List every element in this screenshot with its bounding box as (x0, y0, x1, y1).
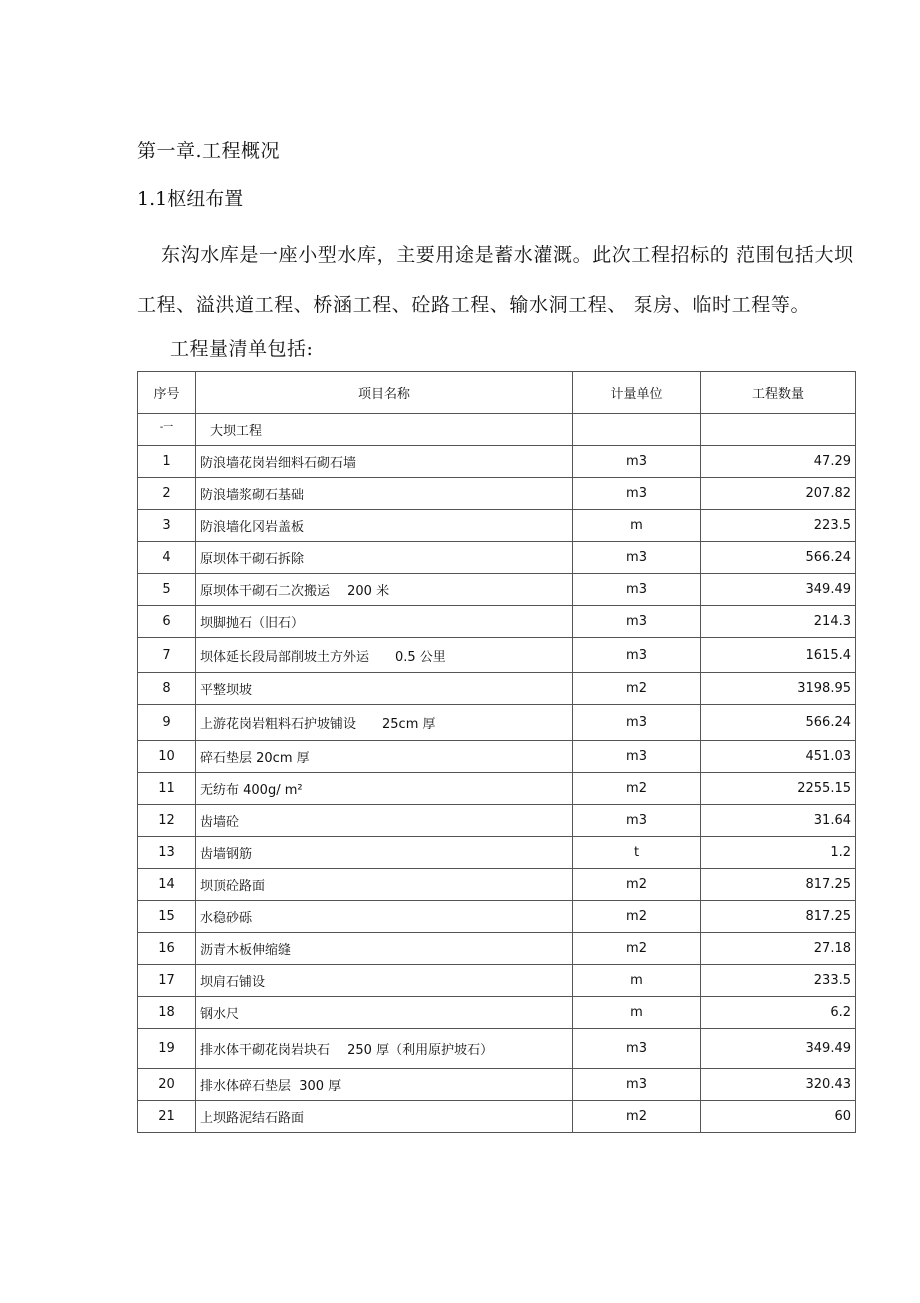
table-row (138, 510, 856, 542)
row-no: 6 (138, 606, 196, 638)
header-unit: 计量单位 (573, 372, 701, 414)
row-name: 排水体干砌花岗岩块石 250 厚（利用原护坡石） (196, 1029, 573, 1069)
row-no: 17 (138, 965, 196, 997)
row-qty: 1615.4 (701, 638, 856, 673)
row-qty: 47.29 (701, 446, 856, 478)
row-qty: 1.2 (701, 837, 856, 869)
row-name: 上坝路泥结石路面 (196, 1101, 573, 1133)
row-unit: m3 (573, 705, 701, 741)
row-name: 原坝体干砌石拆除 (196, 542, 573, 574)
row-unit: m2 (573, 901, 701, 933)
row-qty: 233.5 (701, 965, 856, 997)
row-unit: m3 (573, 478, 701, 510)
row-qty: 566.24 (701, 542, 856, 574)
row-unit: m2 (573, 673, 701, 705)
table-row (138, 869, 856, 901)
table-intro: 工程量清单包括: (170, 338, 314, 360)
row-qty: 2255.15 (701, 773, 856, 805)
section-title: 1.1枢纽布置 (137, 188, 244, 210)
row-no: 1 (138, 446, 196, 478)
row-qty: 6.2 (701, 997, 856, 1029)
header-qty: 工程数量 (701, 372, 856, 414)
row-unit: m3 (573, 805, 701, 837)
row-qty: 223.5 (701, 510, 856, 542)
row-name: 坝体延长段局部削坡土方外运 0.5 公里 (196, 638, 573, 673)
row-unit: t (573, 837, 701, 869)
row-name: 无纺布 400g/ m² (196, 773, 573, 805)
table-row (138, 933, 856, 965)
row-name: 坝脚抛石（旧石） (196, 606, 573, 638)
row-qty: 214.3 (701, 606, 856, 638)
row-no: 13 (138, 837, 196, 869)
row-unit: m2 (573, 1101, 701, 1133)
row-no: 15 (138, 901, 196, 933)
table-row (138, 1101, 856, 1133)
row-name: 钢水尺 (196, 997, 573, 1029)
row-no: 9 (138, 705, 196, 741)
table-row (138, 1069, 856, 1101)
group-row (138, 414, 856, 446)
row-unit: m2 (573, 773, 701, 805)
row-unit: m (573, 510, 701, 542)
row-name: 碎石垫层 20cm 厚 (196, 741, 573, 773)
header-no: 序号 (138, 372, 196, 414)
row-qty: 817.25 (701, 901, 856, 933)
row-unit: m3 (573, 446, 701, 478)
row-no: 2 (138, 478, 196, 510)
row-unit: m3 (573, 741, 701, 773)
row-no: 5 (138, 574, 196, 606)
row-name: 防浪墙花岗岩细料石砌石墙 (196, 446, 573, 478)
row-qty: 207.82 (701, 478, 856, 510)
bill-of-quantities-table (137, 371, 856, 1133)
row-no: 10 (138, 741, 196, 773)
row-qty: 60 (701, 1101, 856, 1133)
table-row (138, 997, 856, 1029)
row-name: 坝肩石铺设 (196, 965, 573, 997)
row-unit: m3 (573, 542, 701, 574)
row-unit: m2 (573, 869, 701, 901)
table-row (138, 574, 856, 606)
row-qty: 27.18 (701, 933, 856, 965)
table-row (138, 705, 856, 741)
table-row (138, 478, 856, 510)
row-no: 19 (138, 1029, 196, 1069)
table-body (138, 414, 856, 1133)
group-name: 大坝工程 (196, 414, 573, 446)
row-no: 20 (138, 1069, 196, 1101)
row-name: 防浪墙浆砌石基础 (196, 478, 573, 510)
group-qty (701, 414, 856, 446)
row-unit: m3 (573, 1029, 701, 1069)
row-name: 上游花岗岩粗料石护坡铺设 25cm 厚 (196, 705, 573, 741)
table-row (138, 805, 856, 837)
row-unit: m (573, 965, 701, 997)
table-row (138, 837, 856, 869)
row-qty: 349.49 (701, 1029, 856, 1069)
table-row (138, 965, 856, 997)
row-no: 8 (138, 673, 196, 705)
row-qty: 566.24 (701, 705, 856, 741)
row-qty: 320.43 (701, 1069, 856, 1101)
row-unit: m (573, 997, 701, 1029)
row-name: 平整坝坡 (196, 673, 573, 705)
overview-paragraph: 东沟水库是一座小型水库，主要用途是蓄水灌溉。此次工程招标的 范围包括大坝工程、溢洪道工程、桥涵工程、砼路工程、输水洞工程、 泵房、临时工程等。 (137, 244, 854, 316)
table-row (138, 638, 856, 673)
group-unit (573, 414, 701, 446)
row-name: 排水体碎石垫层 300 厚 (196, 1069, 573, 1101)
row-qty: 817.25 (701, 869, 856, 901)
row-name: 原坝体干砌石二次搬运 200 米 (196, 574, 573, 606)
table-row (138, 741, 856, 773)
row-name: 坝顶砼路面 (196, 869, 573, 901)
row-no: 16 (138, 933, 196, 965)
row-unit: m3 (573, 638, 701, 673)
table-row (138, 1029, 856, 1069)
table-row (138, 446, 856, 478)
row-no: 21 (138, 1101, 196, 1133)
row-name: 防浪墙化冈岩盖板 (196, 510, 573, 542)
row-qty: 349.49 (701, 574, 856, 606)
row-name: 沥青木板伸缩缝 (196, 933, 573, 965)
row-qty: 3198.95 (701, 673, 856, 705)
table-header-row (138, 372, 856, 414)
row-no: 11 (138, 773, 196, 805)
row-no: 3 (138, 510, 196, 542)
row-no: 14 (138, 869, 196, 901)
row-name: 齿墙砼 (196, 805, 573, 837)
row-no: 7 (138, 638, 196, 673)
header-name: 项目名称 (196, 372, 573, 414)
row-unit: m3 (573, 1069, 701, 1101)
row-qty: 31.64 (701, 805, 856, 837)
row-qty: 451.03 (701, 741, 856, 773)
table-row (138, 901, 856, 933)
row-unit: m2 (573, 933, 701, 965)
table-row (138, 773, 856, 805)
chapter-title: 第一章.工程概况 (137, 140, 281, 162)
row-no: 4 (138, 542, 196, 574)
row-no: 18 (138, 997, 196, 1029)
table-row (138, 542, 856, 574)
row-no: 12 (138, 805, 196, 837)
row-name: 水稳砂砾 (196, 901, 573, 933)
table-row (138, 606, 856, 638)
row-name: 齿墙钢筋 (196, 837, 573, 869)
table-row (138, 673, 856, 705)
group-no: -一 (138, 414, 196, 446)
row-unit: m3 (573, 574, 701, 606)
row-unit: m3 (573, 606, 701, 638)
